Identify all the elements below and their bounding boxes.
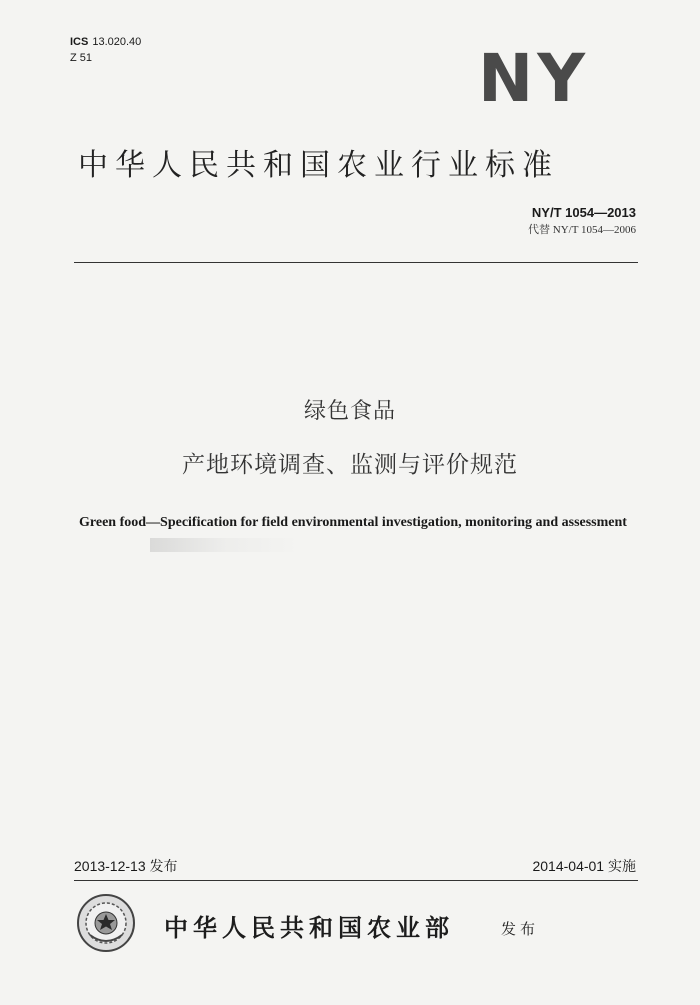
effective-date: 2014-04-01 实施: [532, 858, 636, 874]
replaces-note: 代替 NY/T 1054—2006: [528, 224, 636, 236]
publisher-action: 发布: [501, 920, 540, 938]
document-title-cn-line1: 绿色食品: [303, 399, 396, 424]
ny-logo: NY: [478, 40, 590, 117]
ministry-seal-icon: [76, 893, 136, 953]
ics-label: ICS: [70, 36, 89, 48]
classification-codes: [70, 34, 141, 66]
top-divider: [74, 262, 638, 263]
ics-code: 13.020.40: [92, 36, 142, 48]
scan-smudge: [150, 538, 300, 552]
standard-number: NY/T 1054—2013: [531, 205, 636, 220]
standard-category-title: 中华人民共和国农业行业标准: [78, 148, 559, 183]
issue-date: 2013-12-13 发布: [74, 858, 178, 874]
ccs-code: Z 51: [70, 52, 93, 64]
document-title-en: Green food—Specification for field environmental investigation, monitoring and assessment: [79, 515, 627, 530]
bottom-divider: [74, 880, 638, 881]
publisher-name: 中华人民共和国农业部: [164, 913, 454, 942]
document-title-cn-line2: 产地环境调查、监测与评价规范: [182, 452, 518, 478]
standard-number-block: [528, 204, 636, 238]
